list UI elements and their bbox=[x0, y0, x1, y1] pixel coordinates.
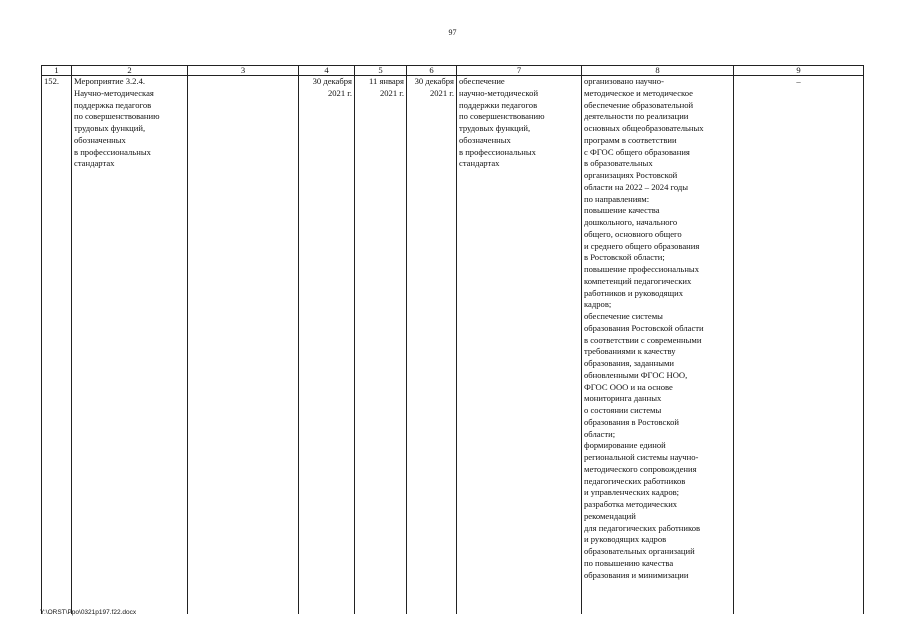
text-line: обновленными ФГОС НОО, bbox=[584, 369, 688, 380]
text-line: методического сопровождения bbox=[584, 463, 697, 474]
text-line: по повышению качества bbox=[584, 557, 674, 568]
actual-result-cell bbox=[582, 76, 734, 615]
text-line: 2021 г. bbox=[327, 87, 352, 98]
text-line: требованиями к качеству bbox=[584, 346, 676, 357]
text-line: в соответствии с современными bbox=[584, 334, 702, 345]
text-line: кадров; bbox=[584, 299, 612, 310]
text-line: образования в Ростовской bbox=[584, 416, 679, 427]
text-line: Мероприятие 3.2.4. bbox=[74, 76, 146, 86]
text-line: 30 декабря bbox=[414, 76, 454, 86]
text-line: образовательных организаций bbox=[584, 546, 695, 556]
file-path-footer: Y:\ORST\Ppo\0321p197.f22.docx bbox=[40, 609, 137, 616]
text-line: общего, основного общего bbox=[584, 228, 682, 239]
column-number: 9 bbox=[734, 66, 864, 76]
text-line: трудовых функций, bbox=[74, 123, 146, 133]
text-line: по совершенствованию bbox=[459, 111, 545, 122]
text-line: и управленческих кадров; bbox=[584, 487, 680, 498]
text-line: в образовательных bbox=[584, 158, 653, 169]
start-date-cell bbox=[299, 76, 355, 615]
text-line: области; bbox=[584, 428, 616, 439]
table-row bbox=[42, 76, 864, 615]
text-line: обеспечение системы bbox=[584, 311, 663, 321]
end-date-cell bbox=[407, 76, 457, 615]
column-number-row bbox=[42, 66, 864, 76]
text-line: повышение качества bbox=[584, 205, 660, 216]
text-line: обозначенных bbox=[74, 134, 126, 145]
text-line: региональной системы научно- bbox=[584, 452, 699, 462]
plan-table bbox=[41, 65, 864, 614]
row-number: 152. bbox=[42, 76, 72, 615]
text-line: для педагогических работников bbox=[584, 522, 701, 533]
text-line: 30 декабря bbox=[312, 76, 352, 86]
text-line: по совершенствованию bbox=[74, 111, 160, 122]
text-line: 11 января bbox=[369, 76, 404, 86]
text-line: области на 2022 – 2024 годы bbox=[584, 181, 689, 192]
text-line: основных общеобразовательных bbox=[584, 123, 704, 133]
text-line: ФГОС ООО и на основе bbox=[584, 381, 673, 392]
text-line: образования, заданными bbox=[584, 358, 675, 368]
text-line: образования и минимизации bbox=[584, 569, 689, 580]
text-line: формирование единой bbox=[584, 440, 666, 451]
text-line: методическое и методическое bbox=[584, 87, 693, 98]
column-number: 5 bbox=[355, 66, 407, 76]
text-line: рекомендаций bbox=[584, 510, 636, 521]
planned-date-cell bbox=[355, 76, 407, 615]
text-line: поддержка педагогов bbox=[74, 99, 152, 110]
text-line: деятельности по реализации bbox=[584, 111, 689, 122]
text-line: в профессиональных bbox=[74, 146, 151, 157]
column-number: 8 bbox=[582, 66, 734, 76]
text-line: научно-методической bbox=[459, 87, 539, 98]
text-line: образования Ростовской области bbox=[584, 322, 704, 333]
column-number: 6 bbox=[407, 66, 457, 76]
column-number: 4 bbox=[299, 66, 355, 76]
expected-result-cell bbox=[457, 76, 582, 615]
text-line: обозначенных bbox=[459, 134, 511, 145]
text-line: дошкольного, начального bbox=[584, 217, 678, 227]
text-line: организовано научно- bbox=[584, 76, 664, 86]
text-line: по направлениям: bbox=[584, 193, 650, 204]
event-name-cell bbox=[72, 76, 188, 615]
notes-cell: – bbox=[734, 76, 864, 615]
text-line: стандартах bbox=[459, 158, 500, 169]
text-line: обеспечение bbox=[459, 76, 505, 86]
text-line: работников и руководящих bbox=[584, 287, 684, 298]
responsible-cell bbox=[188, 76, 299, 615]
text-line: и среднего общего образования bbox=[584, 240, 700, 251]
column-number: 2 bbox=[72, 66, 188, 76]
text-line: организациях Ростовской bbox=[584, 170, 678, 180]
column-number: 3 bbox=[188, 66, 299, 76]
text-line: о состоянии системы bbox=[584, 405, 662, 415]
text-line: 2021 г. bbox=[379, 87, 404, 98]
text-line: программ в соответствии bbox=[584, 134, 677, 145]
text-line: педагогических работников bbox=[584, 475, 686, 486]
text-line: в профессиональных bbox=[459, 146, 536, 157]
text-line: и руководящих кадров bbox=[584, 534, 667, 545]
text-line: мониторинга данных bbox=[584, 393, 662, 404]
text-line: компетенций педагогических bbox=[584, 275, 692, 286]
column-number: 7 bbox=[457, 66, 582, 76]
text-line: обеспечение образовательной bbox=[584, 99, 694, 110]
text-line: поддержки педагогов bbox=[459, 99, 538, 110]
text-line: разработка методических bbox=[584, 499, 678, 509]
text-line: трудовых функций, bbox=[459, 123, 531, 133]
text-line: стандартах bbox=[74, 158, 115, 169]
column-number: 1 bbox=[42, 66, 72, 76]
page-number: 97 bbox=[448, 28, 457, 37]
text-line: Научно-методическая bbox=[74, 87, 154, 98]
text-line: в Ростовской области; bbox=[584, 252, 665, 263]
text-line: 2021 г. bbox=[429, 87, 454, 98]
text-line: повышение профессиональных bbox=[584, 264, 700, 274]
text-line: с ФГОС общего образования bbox=[584, 146, 690, 157]
